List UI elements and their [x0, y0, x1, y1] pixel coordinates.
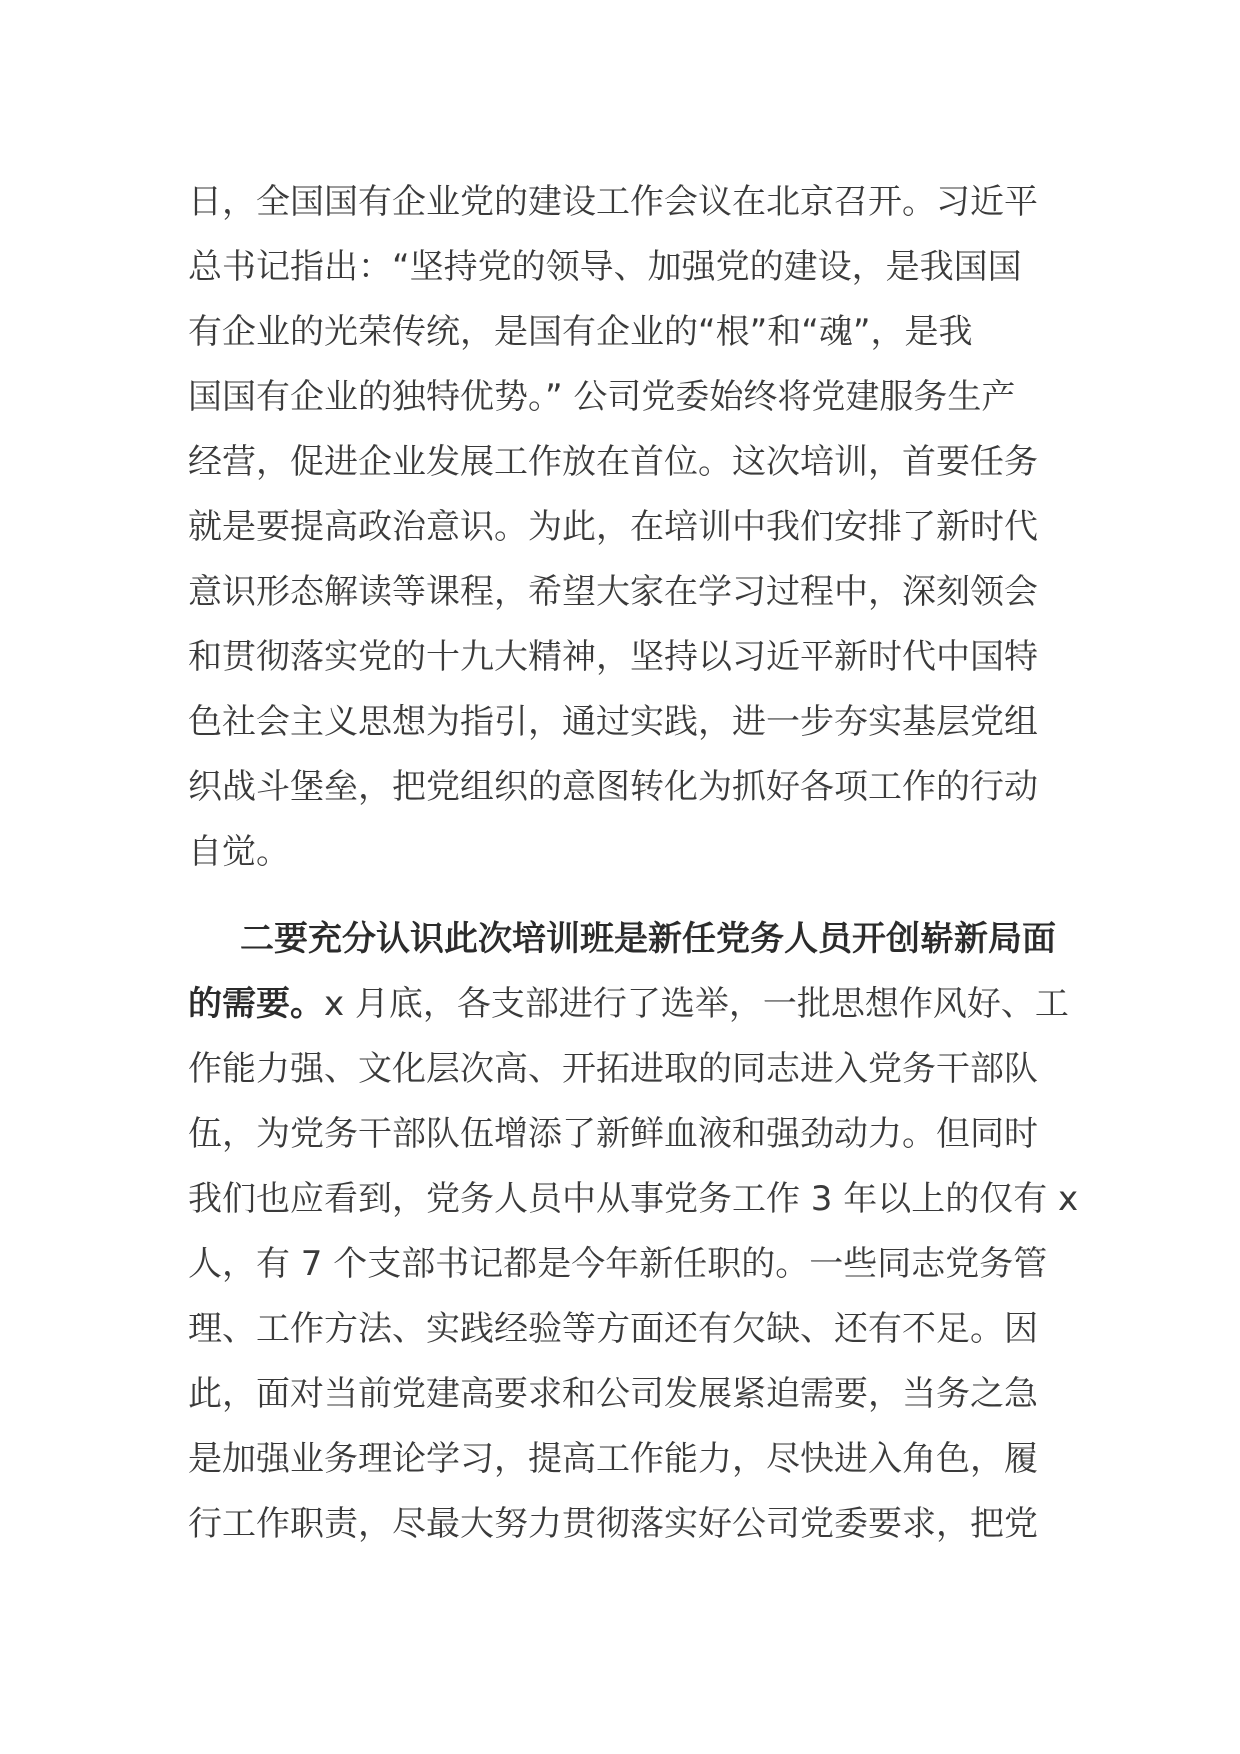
text-line: 日，全国国有企业党的建设工作会议在北京召开。习近平 [188, 182, 1038, 222]
text-line: 理、工作方法、实践经验等方面还有欠缺、还有不足。因 [188, 1309, 1038, 1349]
text-line: 伍，为党务干部队伍增添了新鲜血液和强劲动力。但同时 [188, 1114, 1038, 1154]
text-line: 有企业的光荣传统，是国有企业的“根”和“魂”，是我 [188, 312, 973, 352]
text-line: 和贯彻落实党的十九大精神，坚持以习近平新时代中国特 [188, 637, 1038, 677]
document-body [188, 170, 1079, 1557]
text-line: 就是要提高政治意识。为此，在培训中我们安排了新时代 [188, 507, 1038, 547]
text-line: 此，面对当前党建高要求和公司发展紧迫需要，当务之急 [188, 1374, 1038, 1414]
text-line: 自觉。 [188, 832, 290, 872]
paragraph-heading-end: 的需要。 [188, 984, 324, 1024]
text-line: 总书记指出：“坚持党的领导、加强党的建设，是我国国 [188, 247, 1022, 287]
text-line: 是加强业务理论学习，提高工作能力，尽快进入角色，履 [188, 1439, 1038, 1479]
text-line [188, 972, 1068, 1037]
text-line: 经营，促进企业发展工作放在首位。这次培训，首要任务 [188, 442, 1038, 482]
text-line: 我们也应看到，党务人员中从事党务工作 3 年以上的仅有 x [188, 1179, 1079, 1219]
text-line: 意识形态解读等课程，希望大家在学习过程中，深刻领会 [188, 572, 1038, 612]
paragraph-spacer [188, 885, 1068, 907]
text-line-rest: x 月底，各支部进行了选举，一批思想作风好、工 [324, 984, 1069, 1024]
paragraph-2 [188, 907, 1079, 1557]
text-line: 人，有 7 个支部书记都是今年新任职的。一些同志党务管 [188, 1244, 1048, 1284]
text-line: 作能力强、文化层次高、开拓进取的同志进入党务干部队 [188, 1049, 1038, 1089]
paragraph-1 [188, 170, 1068, 885]
text-line: 行工作职责，尽最大努力贯彻落实好公司党委要求，把党 [188, 1504, 1038, 1544]
text-line: 织战斗堡垒，把党组织的意图转化为抓好各项工作的行动 [188, 767, 1038, 807]
text-line: 色社会主义思想为指引，通过实践，进一步夯实基层党组 [188, 702, 1038, 742]
paragraph-heading: 二要充分认识此次培训班是新任党务人员开创崭新局面 [240, 919, 1056, 959]
text-line: 国国有企业的独特优势。” 公司党委始终将党建服务生产 [188, 377, 1016, 417]
